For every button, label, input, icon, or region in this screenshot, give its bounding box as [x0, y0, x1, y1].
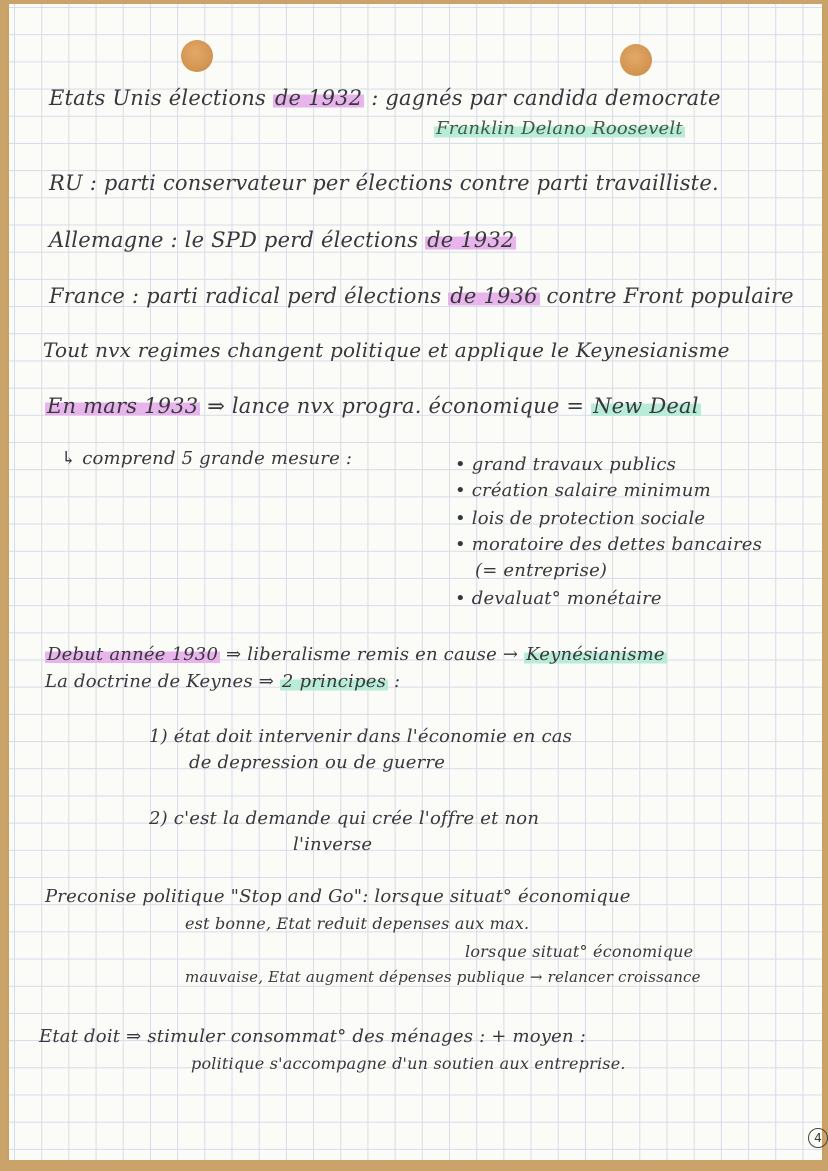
note-stop-and-go: Preconise politique "Stop and Go": lorsque situat° économique [45, 886, 631, 907]
note-en-mars [45, 394, 701, 418]
note-tout-nvx-regimes: Tout nvx regimes changent politique et applique le Keynesianisme [43, 338, 730, 362]
note-debut-annee [45, 644, 667, 665]
page-number: 4 [808, 1128, 828, 1148]
list-item: • moratoire des dettes bancaires [455, 534, 763, 555]
notebook-page [7, 4, 824, 1160]
list-item: • création salaire minimum [455, 480, 711, 501]
text: La doctrine de Keynes ⇒ [45, 671, 274, 692]
text: Etats Unis élections [49, 86, 267, 110]
text: Allemagne : le SPD perd élections [49, 228, 419, 252]
punch-hole-right [620, 44, 652, 76]
note-allemagne [49, 228, 516, 252]
note-us-elections [49, 86, 721, 110]
punch-hole-left [181, 40, 213, 72]
highlight-principes: 2 principes [281, 671, 387, 692]
text: France : parti radical perd élections [49, 284, 442, 308]
highlight-name: Franklin Delano Roosevelt [436, 118, 683, 139]
highlight-new-deal: New Deal [593, 394, 699, 418]
principle-1-cont: de depression ou de guerre [189, 752, 446, 773]
note-etat-doit: Etat doit ⇒ stimuler consommat° des ménages : + moyen : [39, 1026, 586, 1047]
note-stop-and-go-mauvaise: mauvaise, Etat augment dépenses publique → relancer croissance [185, 968, 701, 986]
text: : gagnés par candida democrate [371, 86, 721, 110]
highlight-date: de 1932 [427, 228, 515, 252]
highlight-date: de 1936 [450, 284, 538, 308]
note-stop-and-go-bonne: est bonne, Etat reduit depenses aux max. [185, 914, 530, 933]
list-item: • lois de protection sociale [455, 508, 706, 529]
principle-2: 2) c'est la demande qui crée l'offre et non [149, 808, 540, 829]
highlight-keynesianisme: Keynésianisme [526, 644, 665, 665]
text: contre Front populaire [546, 284, 794, 308]
highlight-date: En mars 1933 [47, 394, 199, 418]
list-item: (= entreprise) [475, 560, 608, 581]
note-roosevelt [434, 118, 685, 139]
list-item: • grand travaux publics [455, 454, 677, 475]
note-comprend: ↳ comprend 5 grande mesure : [61, 448, 353, 469]
note-france [49, 284, 794, 308]
text: ⇒ liberalisme remis en cause → [226, 644, 519, 665]
note-ru: RU : parti conservateur per élections contre parti travailliste. [49, 171, 719, 195]
note-stop-and-go-lorsque: lorsque situat° économique [465, 942, 694, 961]
text: : [393, 671, 401, 692]
principle-2-cont: l'inverse [293, 834, 373, 855]
note-doctrine [45, 671, 400, 692]
principle-1: 1) état doit intervenir dans l'économie en cas [149, 726, 573, 747]
note-etat-doit-cont: politique s'accompagne d'un soutien aux entreprise. [191, 1054, 626, 1073]
highlight-date: Debut année 1930 [47, 644, 219, 665]
highlight-date: de 1932 [274, 86, 363, 110]
text: ⇒ lance nvx progra. économique = [207, 394, 585, 418]
list-item: • devaluat° monétaire [455, 588, 662, 609]
